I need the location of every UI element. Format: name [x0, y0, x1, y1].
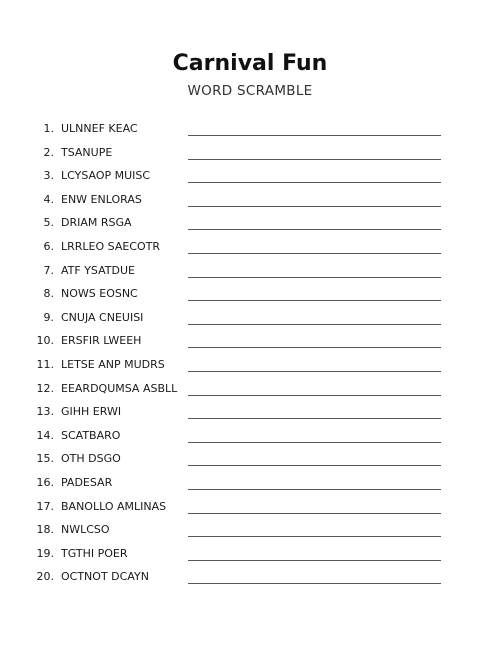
scramble-row: [0, 306, 500, 330]
item-number: 15.: [36, 452, 54, 466]
scrambled-word: EEARDQUMSA ASBLL: [61, 381, 178, 395]
answer-line: [188, 135, 441, 136]
answer-line: [188, 560, 441, 561]
answer-line: [188, 159, 441, 160]
scrambled-word: ENW ENLORAS: [61, 192, 142, 206]
item-number: 4.: [43, 192, 54, 206]
answer-line: [188, 418, 441, 419]
answer-line: [188, 347, 441, 348]
item-number: 10.: [36, 334, 54, 348]
answer-line: [188, 489, 441, 490]
scramble-row: [0, 518, 500, 542]
answer-line: [188, 395, 441, 396]
item-number: 6.: [43, 239, 54, 253]
scramble-row: [0, 282, 500, 306]
item-number: 11.: [36, 357, 54, 371]
scrambled-word: GIHH ERWI: [61, 405, 122, 419]
item-number: 7.: [43, 263, 54, 277]
scrambled-word: NOWS EOSNC: [61, 287, 138, 301]
answer-line: [188, 513, 441, 514]
scramble-row: [0, 400, 500, 424]
scrambled-word: PADESAR: [61, 475, 113, 489]
scramble-row: [0, 542, 500, 566]
item-number: 8.: [43, 287, 54, 301]
answer-line: [188, 536, 441, 537]
scramble-row: [0, 141, 500, 165]
scramble-row: [0, 164, 500, 188]
answer-line: [188, 583, 441, 584]
item-number: 18.: [36, 523, 54, 537]
scramble-row: [0, 424, 500, 448]
item-number: 14.: [36, 428, 54, 442]
scrambled-word: BANOLLO AMLINAS: [61, 499, 167, 513]
item-number: 2.: [43, 145, 54, 159]
scramble-row: [0, 495, 500, 519]
answer-line: [188, 300, 441, 301]
scrambled-word: ERSFIR LWEEH: [61, 334, 142, 348]
item-number: 1.: [43, 122, 54, 135]
answer-line: [188, 371, 441, 372]
page-title: Carnival Fun: [172, 51, 328, 76]
page-subtitle: WORD SCRAMBLE: [187, 83, 313, 99]
item-number: 19.: [36, 546, 54, 560]
scramble-row: [0, 188, 500, 212]
answer-line: [188, 324, 441, 325]
scrambled-word: CNUJA CNEUISI: [61, 310, 144, 324]
scrambled-word: SCATBARO: [61, 428, 121, 442]
scramble-row: [0, 353, 500, 377]
scramble-row: [0, 329, 500, 353]
answer-line: [188, 442, 441, 443]
scramble-row: [0, 259, 500, 283]
scrambled-word: LRRLEO SAECOTR: [61, 239, 161, 253]
scramble-row: [0, 235, 500, 259]
item-number: 16.: [36, 475, 54, 489]
scrambled-word: ULNNEF KEAC: [61, 122, 138, 135]
answer-line: [188, 182, 441, 183]
scramble-row: [0, 565, 500, 589]
item-number: 20.: [36, 570, 54, 584]
scrambled-word: OTH DSGO: [61, 452, 121, 466]
answer-line: [188, 277, 441, 278]
item-number: 5.: [43, 216, 54, 230]
scrambled-word: NWLCSO: [61, 523, 110, 537]
item-number: 12.: [36, 381, 54, 395]
answer-line: [188, 465, 441, 466]
scramble-row: [0, 117, 500, 141]
answer-line: [188, 206, 441, 207]
answer-line: [188, 253, 441, 254]
scrambled-word: LETSE ANP MUDRS: [61, 357, 165, 371]
scrambled-word: TGTHI POER: [61, 546, 128, 560]
item-number: 13.: [36, 405, 54, 419]
scrambled-word: TSANUPE: [61, 145, 113, 159]
item-number: 9.: [43, 310, 54, 324]
item-number: 3.: [43, 169, 54, 183]
scramble-row: [0, 211, 500, 235]
answer-line: [188, 229, 441, 230]
scramble-row: [0, 377, 500, 401]
scrambled-word: DRIAM RSGA: [61, 216, 132, 230]
scramble-row: [0, 447, 500, 471]
scrambled-word: LCYSAOP MUISC: [61, 169, 151, 183]
item-number: 17.: [36, 499, 54, 513]
scramble-row: [0, 471, 500, 495]
scramble-list: [0, 117, 500, 589]
scrambled-word: ATF YSATDUE: [61, 263, 135, 277]
scrambled-word: OCTNOT DCAYN: [61, 570, 149, 584]
